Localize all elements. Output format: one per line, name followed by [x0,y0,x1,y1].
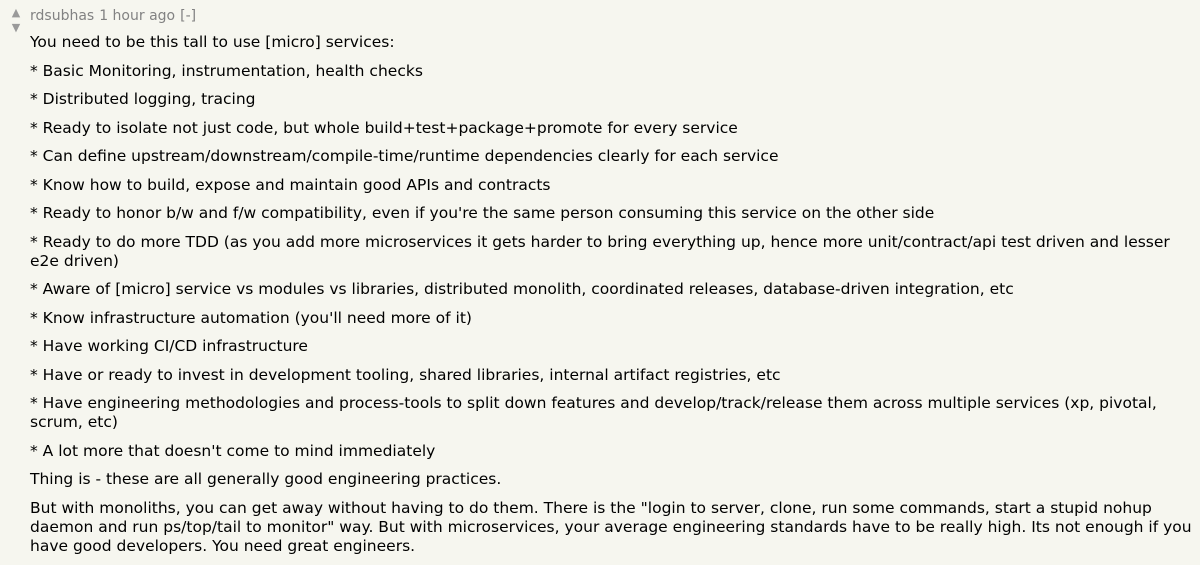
comment-paragraph: * Ready to honor b/w and f/w compatibility, even if you're the same person consuming this service on the other side [30,204,935,222]
comment-header [30,7,196,25]
comment-paragraph: But with monoliths, you can get away without having to do them. There is the "login to server, clone, run some commands, start a stupid nohup daemon and run ps/top/tail to monitor" way. But with microservices, your average engineering standards have to be really high. Its not enough if you have good developers. You need great engineers. [30,498,1192,555]
comment-paragraph: * Have working CI/CD infrastructure [30,337,308,355]
comment-body [30,33,1196,565]
comment-paragraph: * Distributed logging, tracing [30,90,256,108]
downvote-arrow-icon[interactable]: ▼ [11,21,21,34]
collapse-toggle[interactable]: [-] [180,8,197,24]
comment-paragraph: * A lot more that doesn't come to mind immediately [30,441,436,460]
author-link[interactable]: rdsubhas [30,8,95,24]
comment-paragraph: * Ready to do more TDD (as you add more microservices it gets harder to bring everything up, hence more unit/contract/api test driven and lesser e2e driven) [30,232,1170,270]
comment-age-link[interactable]: 1 hour ago [99,8,176,24]
comment-paragraph: * Aware of [micro] service vs modules vs libraries, distributed monolith, coordinated releases, database-driven integration, etc [30,280,1014,298]
comment-paragraph: * Have or ready to invest in development tooling, shared libraries, internal artifact registries, etc [30,365,781,384]
comment-paragraph: * Basic Monitoring, instrumentation, health checks [30,61,423,80]
comment-paragraph: * Ready to isolate not just code, but whole build+test+package+promote for every service [30,118,738,137]
comment-paragraph: * Know how to build, expose and maintain good APIs and contracts [30,175,551,194]
comment-paragraph: You need to be this tall to use [micro] services: [30,33,395,51]
comment-paragraph: * Know infrastructure automation (you'll need more of it) [30,308,472,327]
comment-paragraph: * Have engineering methodologies and process-tools to split down features and develop/track/release them across multiple services (xp, pivotal, scrum, etc) [30,394,1157,431]
comment-paragraph: Thing is - these are all generally good engineering practices. [30,470,502,488]
comment-paragraph: * Can define upstream/downstream/compile-time/runtime dependencies clearly for each service [30,147,779,165]
vote-controls [8,6,24,34]
upvote-arrow-icon[interactable]: ▲ [11,6,21,19]
